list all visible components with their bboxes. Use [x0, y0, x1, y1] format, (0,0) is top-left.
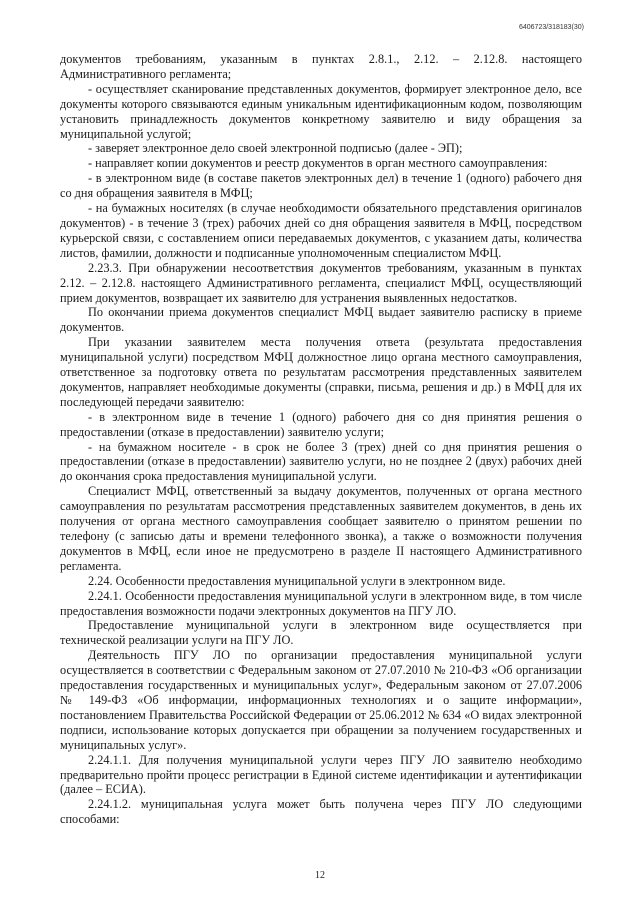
paragraph: документов требованиям, указанным в пунктах 2.8.1., 2.12. – 2.12.8. настоящего Административного регламента;: [60, 52, 582, 81]
paragraph: 2.24. Особенности предоставления муниципальной услуги в электронном виде.: [88, 573, 506, 588]
paragraph: 2.24.1.2. муниципальная услуга может быть получена через ПГУ ЛО следующими способами:: [60, 797, 582, 827]
paragraph: При указании заявителем места получения ответа (результата предоставления муниципальной услуги) посредством МФЦ должностное лицо органа местного самоуправления, ответственное за подготовку ответа по результатам рассмотрения представленных заявителем документов, направляет необходимые документы (справки, письма, решения и др.) в МФЦ для их последующей передачи заявителю:: [60, 335, 582, 409]
paragraph: - в электронном виде в течение 1 (одного) рабочего дня со дня принятия решения о предоставлении (отказе в предоставлении) заявителю услуги;: [60, 409, 582, 439]
document-id: 6406723/318183(30): [518, 24, 584, 31]
paragraph: 2.23.3. При обнаружении несоответствия документов требованиям, указанным в пунктах 2.12. – 2.12.8. настоящего Административного регламента, специалист МФЦ, осуществляющий прием документов, возвращает их заявителю для устранения выявленных недостатков.: [60, 260, 582, 305]
paragraph: - на бумажном носителе - в срок не более 3 (трех) дней со дня принятия решения о предоставлении (отказе в предоставлении) заявителю услуги, но не позднее 2 (двух) рабочих дней до окончания срока предоставления муниципальной услуги.: [60, 439, 582, 484]
paragraph: - в электронном виде (в составе пакетов электронных дел) в течение 1 (одного) рабочего дня со дня обращения заявителя в МФЦ;: [60, 171, 582, 201]
body-text: [60, 52, 582, 827]
paragraph: - осуществляет сканирование представленных документов, формирует электронное дело, все документы которого связываются единым уникальным идентификационным кодом, позволяющим установить принадлежность документов конкретному заявителю и виду обращения за муниципальной услугой;: [60, 81, 582, 141]
paragraph: - на бумажных носителях (в случае необходимости обязательного представления оригиналов документов) - в течение 3 (трех) рабочих дней со дня обращения заявителя в МФЦ, посредством курьерской связи, с составлением описи передаваемых документов, с указанием даты, количества листов, фамилии, должности и подписанные уполномоченным специалистом МФЦ.: [60, 201, 582, 260]
paragraph: - направляет копии документов и реестр документов в орган местного самоуправления:: [88, 156, 548, 171]
paragraph: 2.24.1.1. Для получения муниципальной услуги через ПГУ ЛО заявителю необходимо предварительно пройти процесс регистрации в Единой системе идентификации и аутентификации (далее – ЕСИА).: [60, 752, 582, 797]
paragraph: Деятельность ПГУ ЛО по организации предоставления муниципальной услуги осуществляется в соответствии с Федеральным законом от 27.07.2010 № 210-ФЗ «Об организации предоставления государственных и муниципальных услуг», Федеральным законом от 27.07.2006 № 149-ФЗ «Об информации, информационных технологиях и о защите информации», постановлением Правительства Российской Федерации от 25.06.2012 № 634 «О видах электронной подписи, использование которых допускается при обращении за получением государственных и муниципальных услуг».: [60, 648, 582, 752]
paragraph: Специалист МФЦ, ответственный за выдачу документов, полученных от органа местного самоуправления по результатам рассмотрения представленных заявителем документов, в день их получения от органа местного самоуправления сообщает заявителю о принятом решении по телефону (с записью даты и времени телефонного звонка), а также о возможности получения документов в МФЦ, если иное не предусмотрено в разделе II настоящего Административного регламента.: [60, 484, 582, 573]
page-number: 12: [315, 870, 325, 881]
paragraph: По окончании приема документов специалист МФЦ выдает заявителю расписку в приеме документов.: [60, 305, 582, 335]
paragraph: Предоставление муниципальной услуги в электронном виде осуществляется при технической реализации услуги на ПГУ ЛО.: [60, 618, 582, 648]
paragraph: - заверяет электронное дело своей электронной подписью (далее - ЭП);: [88, 141, 463, 156]
paragraph: 2.24.1. Особенности предоставления муниципальной услуги в электронном виде, в том числе предоставления возможности подачи электронных документов на ПГУ ЛО.: [60, 588, 582, 618]
